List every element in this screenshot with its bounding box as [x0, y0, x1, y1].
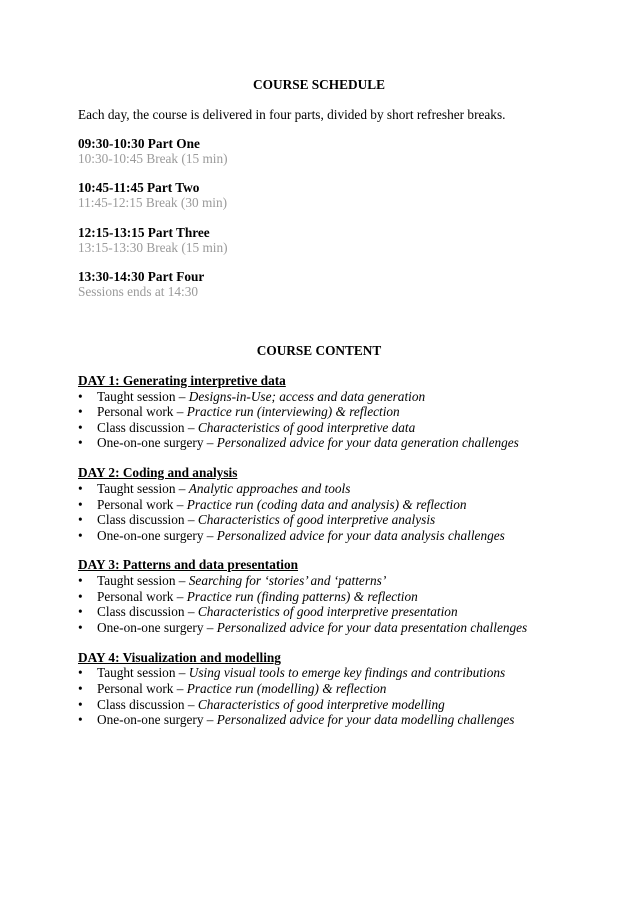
item-description: Characteristics of good interpretive presentation	[197, 604, 458, 619]
bullet-icon: •	[78, 665, 83, 680]
item-description: Personalized advice for your data generation challenges	[216, 435, 519, 450]
item-description: Characteristics of good interpretive data	[197, 420, 416, 435]
item-label: Class discussion –	[97, 697, 198, 712]
item-label: Class discussion –	[97, 512, 198, 527]
bullet-icon: •	[78, 497, 83, 512]
item-description: Characteristics of good interpretive modelling	[197, 697, 445, 712]
item-label: Personal work –	[97, 497, 187, 512]
bullet-icon: •	[78, 681, 83, 696]
bullet-icon: •	[78, 589, 83, 604]
schedule-break: 11:45-12:15 Break (30 min)	[78, 195, 228, 210]
day-title: DAY 4: Visualization and modelling	[78, 650, 281, 665]
item-label: Taught session –	[97, 389, 189, 404]
bullet-icon: •	[78, 435, 83, 450]
bullet-icon: •	[78, 512, 83, 527]
item-description: Practice run (modelling) & reflection	[186, 681, 387, 696]
schedule-part: 10:45-11:45 Part Two	[78, 180, 200, 195]
bullet-icon: •	[78, 604, 83, 619]
schedule-break: 10:30-10:45 Break (15 min)	[78, 151, 228, 166]
item-description: Personalized advice for your data modelling challenges	[216, 712, 515, 727]
item-description: Characteristics of good interpretive analysis	[197, 512, 436, 527]
schedule-intro: Each day, the course is delivered in four parts, divided by short refresher breaks.	[78, 107, 506, 122]
bullet-icon: •	[78, 573, 83, 588]
bullet-icon: •	[78, 389, 83, 404]
item-label: One-on-one surgery –	[97, 435, 217, 450]
content-title: COURSE CONTENT	[256, 343, 382, 358]
item-description: Practice run (finding patterns) & reflection	[186, 589, 418, 604]
item-description: Practice run (coding data and analysis) & reflection	[186, 497, 467, 512]
item-label: Personal work –	[97, 589, 187, 604]
bullet-icon: •	[78, 528, 83, 543]
schedule-break: Sessions ends at 14:30	[78, 284, 199, 299]
item-description: Using visual tools to emerge key findings and contributions	[188, 665, 506, 680]
item-label: Class discussion –	[97, 420, 198, 435]
bullet-icon: •	[78, 620, 83, 635]
item-label: Taught session –	[97, 573, 189, 588]
item-description: Designs-in-Use; access and data generation	[188, 389, 426, 404]
item-label: One-on-one surgery –	[97, 712, 217, 727]
item-label: Personal work –	[97, 404, 187, 419]
bullet-icon: •	[78, 697, 83, 712]
item-description: Analytic approaches and tools	[188, 481, 351, 496]
item-label: Taught session –	[97, 665, 189, 680]
bullet-icon: •	[78, 712, 83, 727]
item-label: Personal work –	[97, 681, 187, 696]
schedule-part: 13:30-14:30 Part Four	[78, 269, 205, 284]
item-description: Personalized advice for your data presentation challenges	[216, 620, 528, 635]
item-description: Practice run (interviewing) & reflection	[186, 404, 400, 419]
day-title: DAY 1: Generating interpretive data	[78, 373, 286, 388]
item-description: Personalized advice for your data analysis challenges	[216, 528, 505, 543]
day-title: DAY 3: Patterns and data presentation	[78, 557, 299, 572]
item-label: Class discussion –	[97, 604, 198, 619]
bullet-icon: •	[78, 420, 83, 435]
schedule-part: 09:30-10:30 Part One	[78, 136, 200, 151]
item-label: One-on-one surgery –	[97, 528, 217, 543]
bullet-icon: •	[78, 481, 83, 496]
schedule-title: COURSE SCHEDULE	[253, 77, 385, 92]
item-label: One-on-one surgery –	[97, 620, 217, 635]
item-label: Taught session –	[97, 481, 189, 496]
schedule-part: 12:15-13:15 Part Three	[78, 225, 210, 240]
schedule-break: 13:15-13:30 Break (15 min)	[78, 240, 228, 255]
day-title: DAY 2: Coding and analysis	[78, 465, 238, 480]
item-description: Searching for ‘stories’ and ‘patterns’	[188, 573, 387, 588]
bullet-icon: •	[78, 404, 83, 419]
